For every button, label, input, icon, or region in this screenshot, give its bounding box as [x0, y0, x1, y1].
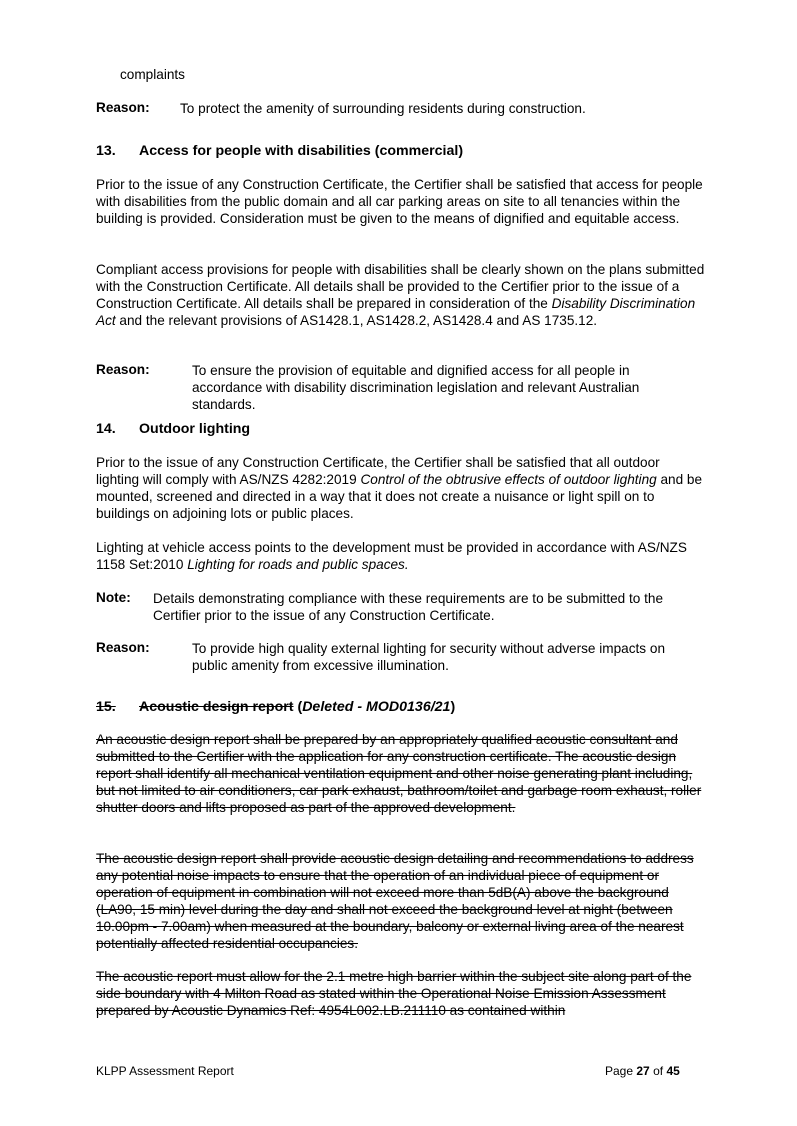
standard-title: Lighting for roads and public spaces.	[187, 557, 409, 572]
section-14-note	[96, 590, 706, 624]
note-label: Note:	[96, 590, 131, 605]
section-15-paragraph-2: The acoustic design report shall provide acoustic design detailing and recommendations to address any potential noise impacts to ensure that the operation of an individual piece of equipment or operation of equipment in combination will not exceed more than 5dB(A) above the background (LA90, 15 min) level during the day and shall not exceed the background level at night (between 10.00pm - 7.00am) when measured at the boundary, balcony or external living area of the nearest potentially affected residential occupancies.	[96, 851, 694, 951]
reason-text: To provide high quality external lighting for security without adverse impacts on public amenity from excessive illumination.	[192, 641, 666, 673]
reason-label: Reason:	[96, 640, 150, 655]
standard-title: Control of the obtrusive effects of outdoor lighting	[360, 472, 657, 487]
reason-text: To protect the amenity of surrounding residents during construction.	[180, 101, 586, 116]
section-15-paragraph-3: The acoustic report must allow for the 2.1 metre high barrier within the subject site along part of the side boundary with 4 Milton Road as stated within the Operational Noise Emission Assessment prepared by Acoustic Dynamics Ref: 4954L002.LB.211110 as contained within	[96, 969, 692, 1018]
section-13-heading	[96, 143, 463, 159]
section-number: 13.	[96, 143, 116, 159]
section-14-paragraph-2: Lighting at vehicle access points to the development must be provided in accordance with AS/NZS 1158 Set:2010 Lighting for roads and public spaces.	[96, 540, 687, 572]
reason-label: Reason:	[96, 362, 150, 377]
reason-label: Reason:	[96, 100, 150, 115]
s12-reason	[96, 100, 706, 117]
section-number: 15.	[96, 699, 116, 715]
footer-page-number: Page 27 of 45	[605, 1064, 680, 1078]
section-number: 14.	[96, 421, 116, 437]
section-title: Access for people with disabilities (commercial)	[139, 143, 464, 159]
section-14-reason	[96, 640, 706, 674]
deleted-note: Deleted - MOD0136/21	[302, 699, 451, 715]
section-13-paragraph-2: Compliant access provisions for people with disabilities shall be clearly shown on the plans submitted with the Construction Certificate. All details shall be provided to the Certifier prior to the issue of a Construction Certificate. All details shall be prepared in consideration of the Disability Discrimination Act and the relevant provisions of AS1428.1, AS1428.2, AS1428.4 and AS 1735.12.	[96, 262, 705, 328]
section-15-paragraph-1: An acoustic design report shall be prepared by an appropriately qualified acoustic consultant and submitted to the Certifier with the application for any construction certificate. The acoustic design report shall identify all mechanical ventilation equipment and other noise generating plant including, but not limited to air conditioners, car park exhaust, bathroom/toilet and garbage room exhaust, roller shutter doors and lifts proposed as part of the approved development.	[96, 732, 702, 815]
section-14-paragraph-1: Prior to the issue of any Construction Certificate, the Certifier shall be satisfied that all outdoor lighting will comply with AS/NZS 4282:2019 Control of the obtrusive effects of outdoor lighting and be mounted, screened and directed in a way that it does not create a nuisance or light spill on to buildings on adjoining lots or public places.	[96, 455, 703, 521]
section-title: Acoustic design report	[139, 699, 294, 715]
section-title: Outdoor lighting	[139, 421, 251, 437]
section-14-heading	[96, 421, 250, 437]
note-text: Details demonstrating compliance with these requirements are to be submitted to the Certifier prior to the issue of any Construction Certificate.	[153, 591, 664, 623]
reason-text: To ensure the provision of equitable and dignified access for all people in accordance with disability discrimination legislation and relevant Australian standards.	[192, 363, 640, 412]
continued-text: complaints	[120, 67, 185, 82]
section-15-heading: 15. Acoustic design report (Deleted - MOD0136/21)	[96, 699, 456, 715]
act-name: Disability Discrimination Act	[96, 296, 696, 328]
section-13-paragraph-1: Prior to the issue of any Construction Certificate, the Certifier shall be satisfied that access for people with disabilities from the public domain and all car parking areas on site to all tenancies within the building is provided. Consideration must be given to the means of dignified and equitable access.	[96, 177, 703, 226]
section-13-reason	[96, 362, 706, 413]
footer-report-title: KLPP Assessment Report	[96, 1064, 234, 1078]
